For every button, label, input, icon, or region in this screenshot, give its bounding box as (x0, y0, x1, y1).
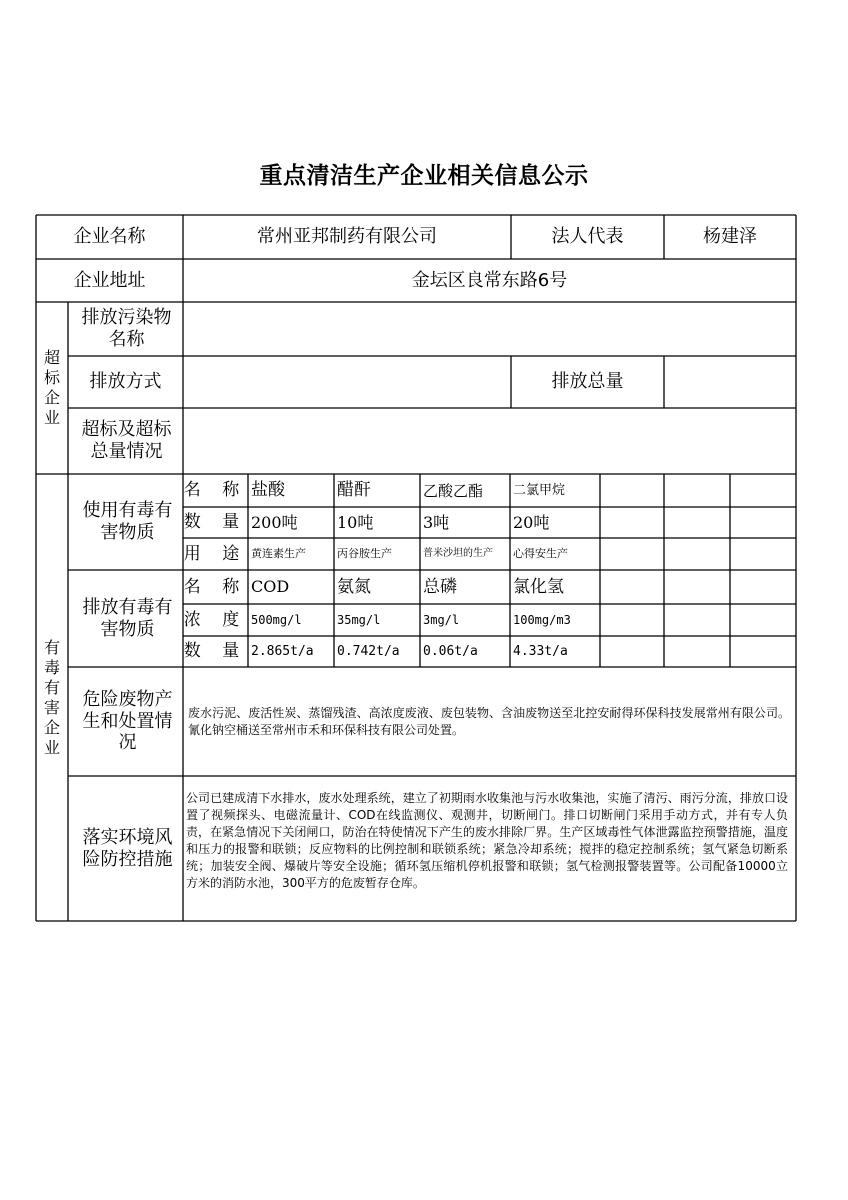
exceed-section-label: 超 标 企 业 (43, 348, 60, 427)
page-title: 重点清洁生产企业相关信息公示 (259, 163, 589, 189)
exceed-status-value (183, 408, 796, 474)
company-address-label: 企业地址 (73, 269, 146, 291)
emit-conc-cell: 100mg/m3 (513, 612, 571, 627)
use-name-cell: 乙酸乙酯 (423, 481, 484, 500)
emit-name-cell: 氯化氢 (513, 576, 564, 597)
emit-qty-cell: 0.742t/a (337, 643, 400, 659)
use-name-label: 名 称 (183, 480, 248, 501)
pollutant-name-value (183, 302, 796, 356)
use-toxic-label: 使用有毒有害物质 (82, 500, 173, 543)
emit-qty-cell: 0.06t/a (423, 643, 478, 659)
use-purpose-cell: 黄连素生产 (251, 547, 306, 561)
risk-measures-label: 落实环境风险防控措施 (82, 826, 173, 870)
use-name-cell: 醋酐 (337, 480, 371, 501)
emit-qty-cell: 4.33t/a (513, 643, 568, 659)
company-name-value: 常州亚邦制药有限公司 (257, 226, 437, 248)
legal-rep-value: 杨建泽 (703, 226, 757, 248)
exceed-status-label: 超标及超标总量情况 (81, 419, 172, 462)
use-purpose-cell: 普米沙坦的生产 (423, 548, 493, 559)
discharge-total-value (664, 356, 796, 408)
use-qty-label: 数 量 (183, 512, 248, 533)
hazwaste-label: 危险废物产生和处置情况 (82, 689, 173, 754)
emit-name-cell: 总磷 (423, 576, 457, 597)
emit-conc-cell: 3mg/l (423, 612, 460, 627)
discharge-method-value (183, 356, 511, 408)
use-purpose-cell: 心得安生产 (513, 547, 568, 561)
use-purpose-label: 用 途 (183, 543, 248, 564)
emit-name-cell: COD (251, 577, 290, 597)
use-purpose-cell: 丙谷胺生产 (337, 547, 392, 561)
discharge-method-label: 排放方式 (89, 371, 162, 393)
use-name-cell: 盐酸 (251, 480, 285, 501)
emit-qty-cell: 2.865t/a (251, 643, 314, 659)
pollutant-name-label: 排放污染物名称 (81, 307, 172, 350)
discharge-total-label: 排放总量 (551, 371, 624, 393)
emit-name-label: 名 称 (183, 576, 248, 597)
emit-name-cell: 氨氮 (337, 576, 371, 597)
risk-measures-text: 公司已建成清下水排水，废水处理系统，建立了初期雨水收集池与污水收集池，实施了清污、雨污分流，排放口设置了视频探头、电磁流量计、COD在线监测仪、观测井，切断闸门。排口切断闸门采用手动方式，并有专人负责，在紧急情况下关闭闸口，防治在特使情况下产生的废水排除厂界。生产区域毒性气体泄露监控预警措施，温度和压力的报警和联锁；反应物料的比例控制和联锁系统；紧急冷却系统；搅拌的稳定控制系统；氢气紧急切断系统；加装安全阀、爆破片等安全设施；循环氢压缩机停机报警和联锁；氢气检测报警装置等。公司配备10000立方米的消防水池，300平方的危废暂存仓库。 (186, 791, 788, 890)
use-name-cell: 二氯甲烷 (513, 482, 566, 498)
emit-qty-label: 数 量 (183, 641, 248, 662)
use-qty-cell: 10吨 (337, 512, 374, 532)
hazwaste-text: 废水污泥、废活性炭、蒸馏残渣、高浓度废液、废包装物、含油废物送至北控安耐得环保科技发展常州有限公司。氰化钠空桶送至常州市禾和环保科技有限公司处置。 (188, 705, 790, 737)
legal-rep-label: 法人代表 (551, 226, 624, 248)
emit-toxic-label: 排放有毒有害物质 (82, 596, 173, 640)
company-name-label: 企业名称 (73, 226, 146, 248)
emit-conc-cell: 35mg/l (337, 612, 381, 627)
emit-conc-cell: 500mg/l (251, 612, 302, 627)
toxic-section-label: 有 毒 有 害 企 业 (43, 637, 60, 757)
use-qty-cell: 3吨 (423, 512, 450, 532)
use-qty-cell: 200吨 (251, 512, 298, 532)
use-qty-cell: 20吨 (513, 512, 550, 532)
hazwaste-cell (183, 667, 796, 776)
company-address-value: 金坛区良常东路6号 (411, 269, 568, 291)
emit-conc-label: 浓 度 (183, 609, 248, 630)
